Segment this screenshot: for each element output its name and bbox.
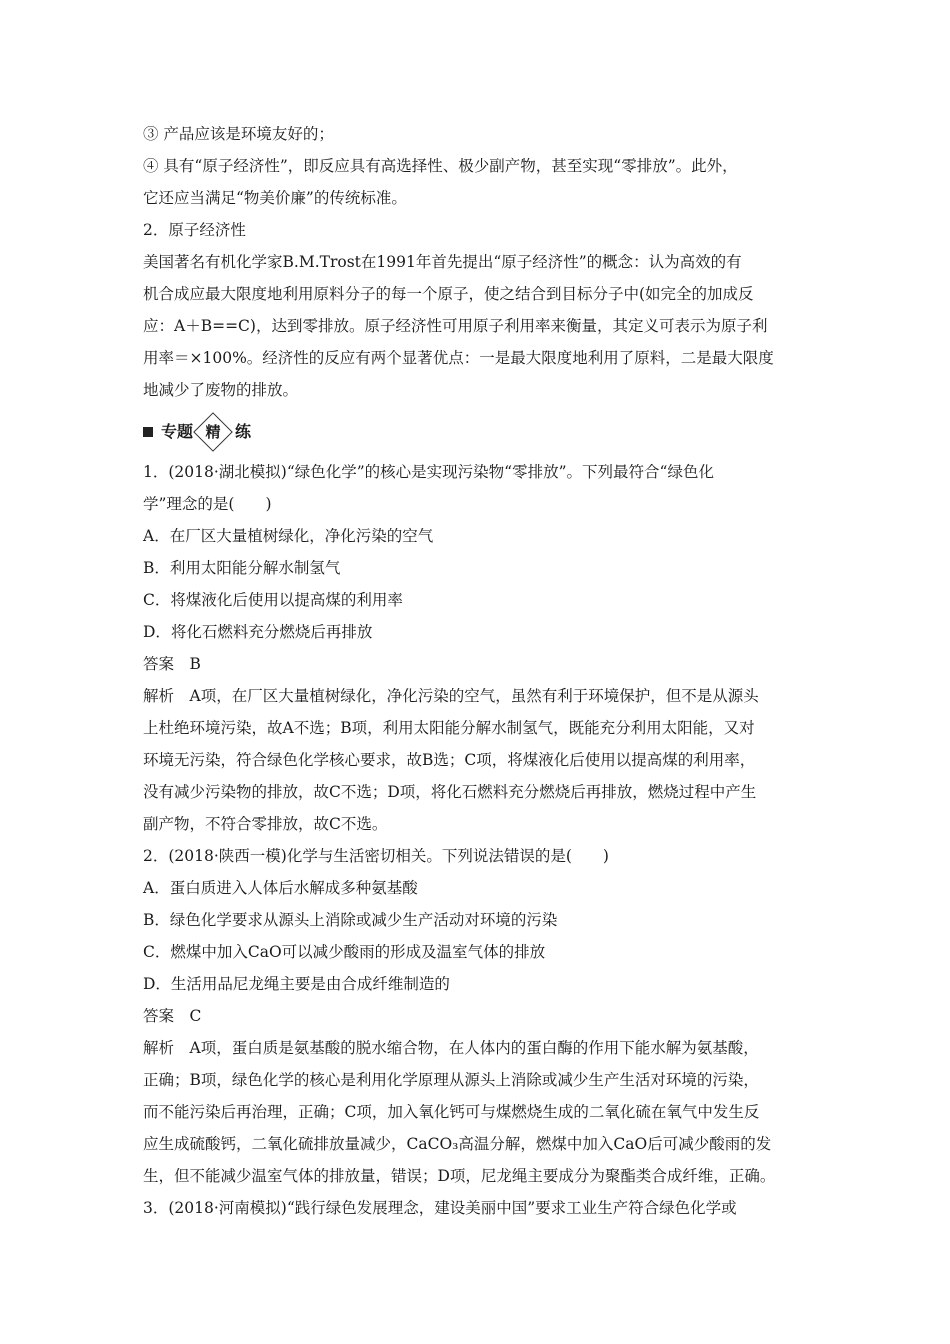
option-a: A．在厂区大量植树绿化，净化污染的空气 (143, 527, 434, 545)
text-line: 美国著名有机化学家B.M.Trost在1991年首先提出“原子经济性”的概念：认为高效的有 (143, 253, 742, 271)
option-c: C．将煤液化后使用以提高煤的利用率 (143, 591, 403, 609)
explanation-line: 环境无污染，符合绿色化学核心要求，故B选；C项，将煤液化后使用以提高煤的利用率， (143, 751, 756, 769)
text-line: 机合成应最大限度地利用原料分子的每一个原子，使之结合到目标分子中(如完全的加成反 (143, 285, 754, 303)
explanation-line: 解析 A项，在厂区大量植树绿化，净化污染的空气，虽然有利于环境保护，但不是从源头 (143, 687, 759, 705)
question-stem: 3．(2018·河南模拟)“践行绿色发展理念，建设美丽中国”要求工业生产符合绿色化学或 (143, 1199, 737, 1217)
explanation-line: 没有减少污染物的排放，故C不选；D项，将化石燃料充分燃烧后再排放，燃烧过程中产生 (143, 783, 757, 801)
text-line: 它还应当满足“物美价廉”的传统标准。 (143, 189, 407, 207)
explanation-line: 上杜绝环境污染，故A不选；B项，利用太阳能分解水制氢气，既能充分利用太阳能，又对 (143, 719, 755, 737)
section-heading (143, 410, 813, 454)
option-d: D．将化石燃料充分燃烧后再排放 (143, 623, 373, 641)
text-line: 用率＝×100%。经济性的反应有两个显著优点：一是最大限度地利用了原料，二是最大限度 (143, 349, 774, 367)
question-stem: 1．(2018·湖北模拟)“绿色化学”的核心是实现污染物“零排放”。下列最符合“绿色化 (143, 463, 714, 481)
question-stem: 学”理念的是( ) (143, 495, 272, 513)
explanation-line: 应生成硫酸钙，二氧化硫排放量减少，CaCO₃高温分解，燃煤中加入CaO后可减少酸雨的发 (143, 1135, 772, 1153)
explanation-line: 副产物，不符合零排放，故C不选。 (143, 815, 388, 833)
section-heading-mid: 精 (205, 423, 221, 441)
document-page (143, 118, 813, 1224)
text-line: ③ 产品应该是环境友好的； (143, 125, 334, 143)
section-heading-right: 练 (235, 422, 252, 441)
option-b: B．利用太阳能分解水制氢气 (143, 559, 341, 577)
subsection-heading: 2．原子经济性 (143, 221, 246, 239)
explanation-line: 生，但不能减少温室气体的排放量，错误；D项，尼龙绳主要成分为聚酯类合成纤维，正确。 (143, 1167, 776, 1185)
text-line: 地减少了废物的排放。 (143, 381, 299, 399)
answer: 答案 B (143, 655, 201, 673)
diamond-badge-icon (193, 412, 233, 452)
option-a: A．蛋白质进入人体后水解成多种氨基酸 (143, 879, 418, 897)
explanation-line: 解析 A项，蛋白质是氨基酸的脱水缩合物，在人体内的蛋白酶的作用下能水解为氨基酸， (143, 1039, 759, 1057)
text-line: ④ 具有“原子经济性”，即反应具有高选择性、极少副产物，甚至实现“零排放”。此外， (143, 157, 738, 175)
question-stem: 2．(2018·陕西一模)化学与生活密切相关。下列说法错误的是( ) (143, 847, 609, 865)
explanation-line: 而不能污染后再治理，正确；C项，加入氧化钙可与煤燃烧生成的二氧化硫在氧气中发生反 (143, 1103, 760, 1121)
option-c: C．燃煤中加入CaO可以减少酸雨的形成及温室气体的排放 (143, 943, 546, 961)
section-heading-left: 专题 (161, 422, 194, 441)
option-d: D．生活用品尼龙绳主要是由合成纤维制造的 (143, 975, 450, 993)
text-line: 应：A＋B==C)，达到零排放。原子经济性可用原子利用率来衡量，其定义可表示为原子利 (143, 317, 768, 335)
square-bullet-icon (143, 427, 153, 437)
answer: 答案 C (143, 1007, 202, 1025)
option-b: B．绿色化学要求从源头上消除或减少生产活动对环境的污染 (143, 911, 558, 929)
explanation-line: 正确；B项，绿色化学的核心是利用化学原理从源头上消除或减少生产生活对环境的污染， (143, 1071, 759, 1089)
